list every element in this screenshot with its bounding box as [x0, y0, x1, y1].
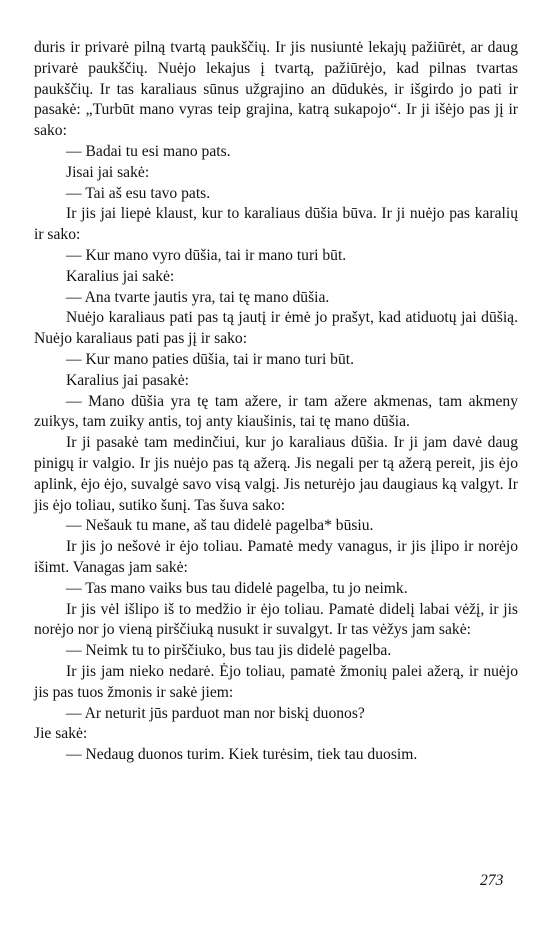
body-text	[34, 38, 518, 766]
paragraph: — Kur mano paties dūšia, tai ir mano turi būt.	[66, 350, 354, 368]
paragraph: Ir jis jam nieko nedarė. Ėjo toliau, pamatė žmonių palei ažerą, ir nuėjo jis pas tuos žmonis ir sakė jiem:	[34, 662, 518, 701]
paragraph: — Nedaug duonos turim. Kiek turėsim, tiek tau duosim.	[66, 746, 418, 764]
paragraph: — Nešauk tu mane, aš tau didelė pagelba* būsiu.	[66, 517, 374, 535]
paragraph: — Neimk tu to pirščiuko, bus tau jis didelė pagelba.	[66, 642, 392, 660]
paragraph: Ir jis jai liepė klaust, kur to karaliaus dūšia būva. Ir ji nuėjo pas karalių ir sako:	[34, 205, 518, 244]
paragraph: — Tas mano vaiks bus tau didelė pagelba, tu jo neimk.	[66, 579, 408, 597]
page-number: 273	[480, 872, 504, 889]
paragraph: Karalius jai sakė:	[66, 267, 175, 285]
paragraph: Jisai jai sakė:	[66, 163, 150, 181]
paragraph: — Badai tu esi mano pats.	[66, 142, 231, 160]
paragraph: Ir jis jo nešovė ir ėjo toliau. Pamatė medy vanagus, ir jis įlipo ir norėjo išimt. Vanagas jam sakė:	[34, 538, 518, 576]
paragraph: — Tai aš esu tavo pats.	[66, 184, 211, 202]
paragraph: Karalius jai pasakė:	[66, 371, 189, 389]
paragraph: duris ir privarė pilną tvartą paukščių. Ir jis nusiuntė lekajų pažiūrėt, ar daug privarė paukščių. Nuėjo lekajus į tvartą, pažiūrėjo, kad pilnas tvartas paukščių. Ir tas karaliaus sūnus užgrajino an dūdukės, ir išgirdo jo pati ir pasakė: „Turbūt mano vyras teip grajina, katrą sukapojo“. Ir ji išėjo pas jį ir sako:	[34, 39, 518, 140]
paragraph: Nuėjo karaliaus pati pas tą jautį ir ėmė jo prašyt, kad atiduotų jai dūšią. Nuėjo karaliaus pati pas jį ir sako:	[34, 309, 518, 348]
paragraph: — Ar neturit jūs parduot man nor biskį duonos?	[66, 704, 365, 722]
paragraph: — Kur mano vyro dūšia, tai ir mano turi būt.	[66, 246, 347, 264]
paragraph: Ir jis vėl išlipo iš to medžio ir ėjo toliau. Pamatė didelį labai vėžį, ir jis norėjo nor jo vieną pirščiuką nusukt ir suvalgyt. Ir tas vėžys jam sakė:	[34, 600, 518, 639]
paragraph: Jie sakė:	[34, 725, 88, 743]
paragraph: — Mano dūšia yra tę tam ažere, ir tam ažere akmenas, tam akmeny zuikys, tam zuiky antis, toj anty kiaušinis, tai tę mano dūšia.	[34, 392, 518, 431]
paragraph: Ir ji pasakė tam medinčiui, kur jo karaliaus dūšia. Ir ji jam davė daug pinigų ir valgio. Ir jis nuėjo pas tą ažerą. Jis negali per tą ažerą pereit, jis ėjo aplink, ėjo ėjo, suvalgė savo visą valgį. Jis neturėjo jau daugiaus ką valgyt. Ir jis ėjo toliau, sutiko šunį. Tas šuva sako:	[34, 434, 518, 514]
paragraph: — Ana tvarte jautis yra, tai tę mano dūšia.	[66, 288, 330, 306]
